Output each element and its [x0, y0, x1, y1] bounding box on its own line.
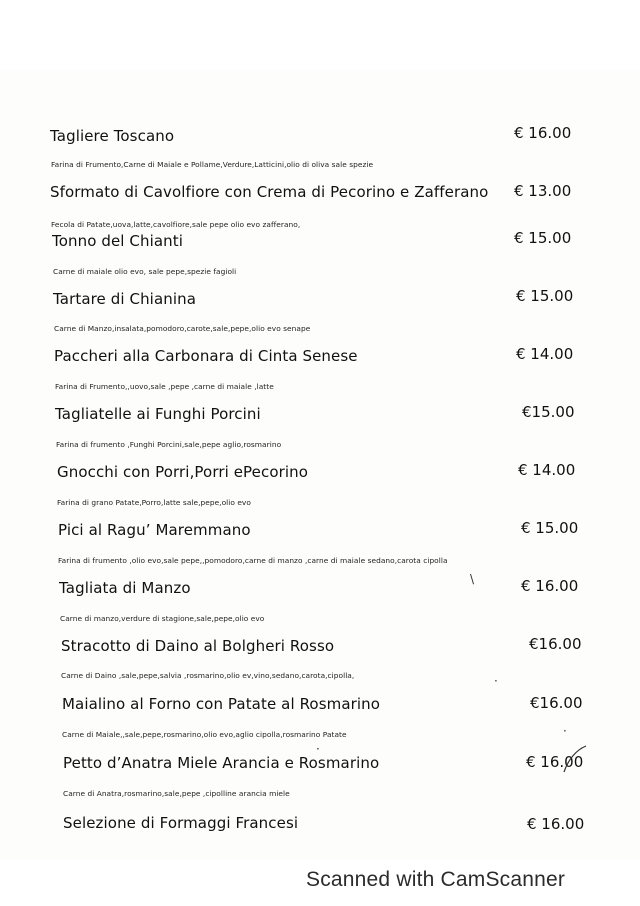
dish-price: € 15.00: [514, 229, 572, 247]
dish-price: € 14.00: [516, 345, 574, 363]
dish-name: Tagliatelle ai Funghi Porcini: [55, 405, 261, 423]
dish-name: Tartare di Chianina: [53, 290, 197, 308]
dish-price: €15.00: [522, 403, 575, 421]
dish-name: Stracotto di Daino al Bolgheri Rosso: [61, 637, 335, 655]
dish-ingredients: Carne di manzo,verdure di stagione,sale,pepe,olio evo: [60, 614, 265, 623]
camscanner-watermark: Scanned with CamScanner: [306, 868, 566, 891]
dish-ingredients: Carne di maiale olio evo, sale pepe,spezie fagioli: [53, 267, 237, 276]
dish-name: Petto d’Anatra Miele Arancia e Rosmarino: [63, 754, 380, 772]
pen-dot: ·: [563, 724, 567, 738]
dish-name: Tonno del Chianti: [52, 232, 184, 250]
dish-price: € 13.00: [514, 182, 572, 200]
dish-name: Sformato di Cavolfiore con Crema di Pecorino e Zafferano: [50, 183, 489, 201]
dish-price: € 15.00: [516, 287, 574, 305]
dish-ingredients: Farina di Frumento,,uovo,sale ,pepe ,carne di maiale ,latte: [55, 382, 274, 391]
pen-stroke-icon: [560, 742, 590, 776]
pen-mark: \: [470, 572, 475, 586]
dish-ingredients: Carne di Manzo,insalata,pomodoro,carote,sale,pepe,olio evo senape: [54, 324, 311, 333]
dish-ingredients: Farina di grano Patate,Porro,latte sale,pepe,olio evo: [57, 498, 251, 507]
dish-price: €16.00: [530, 694, 583, 712]
dish-ingredients: Carne di Daino ,sale,pepe,salvia ,rosmarino,olio ev,vino,sedano,carota,cipolla,: [61, 671, 355, 680]
dish-ingredients: Farina di frumento ,Funghi Porcini,sale,pepe aglio,rosmarino: [56, 440, 282, 449]
dish-name: Paccheri alla Carbonara di Cinta Senese: [54, 347, 358, 365]
dish-ingredients: Carne di Anatra,rosmarino,sale,pepe ,cipolline arancia miele: [63, 789, 290, 798]
dish-name: Maialino al Forno con Patate al Rosmarino: [62, 695, 381, 713]
pen-dot: ·: [316, 742, 320, 756]
dish-price: € 16.00: [526, 753, 584, 771]
dish-ingredients: Fecola di Patate,uova,latte,cavolfiore,sale pepe olio evo zafferano,: [51, 220, 301, 229]
dish-ingredients: Carne di Maiale,,sale,pepe,rosmarino,olio evo,aglio cipolla,rosmarino Patate: [62, 730, 347, 739]
dish-price: € 15.00: [521, 519, 579, 537]
dish-price: € 16.00: [527, 815, 585, 833]
dish-price: € 14.00: [518, 461, 576, 479]
dish-price: € 16.00: [521, 577, 579, 595]
dish-name: Gnocchi con Porri,Porri ePecorino: [57, 463, 309, 481]
dish-ingredients: Farina di frumento ,olio evo,sale pepe,,pomodoro,carne di manzo ,carne di maiale sedano,carota cipolla: [58, 556, 448, 565]
dish-ingredients: Farina di Frumento,Carne di Maiale e Pollame,Verdure,Latticini,olio di oliva sale spezie: [51, 160, 374, 169]
dish-price: €16.00: [529, 635, 582, 653]
dish-name: Selezione di Formaggi Francesi: [63, 814, 299, 832]
pen-dot: ·: [494, 674, 498, 688]
dish-name: Pici al Ragu’ Maremmano: [58, 521, 251, 539]
dish-price: € 16.00: [514, 124, 572, 142]
dish-name: Tagliere Toscano: [50, 127, 175, 145]
dish-name: Tagliata di Manzo: [59, 579, 191, 597]
